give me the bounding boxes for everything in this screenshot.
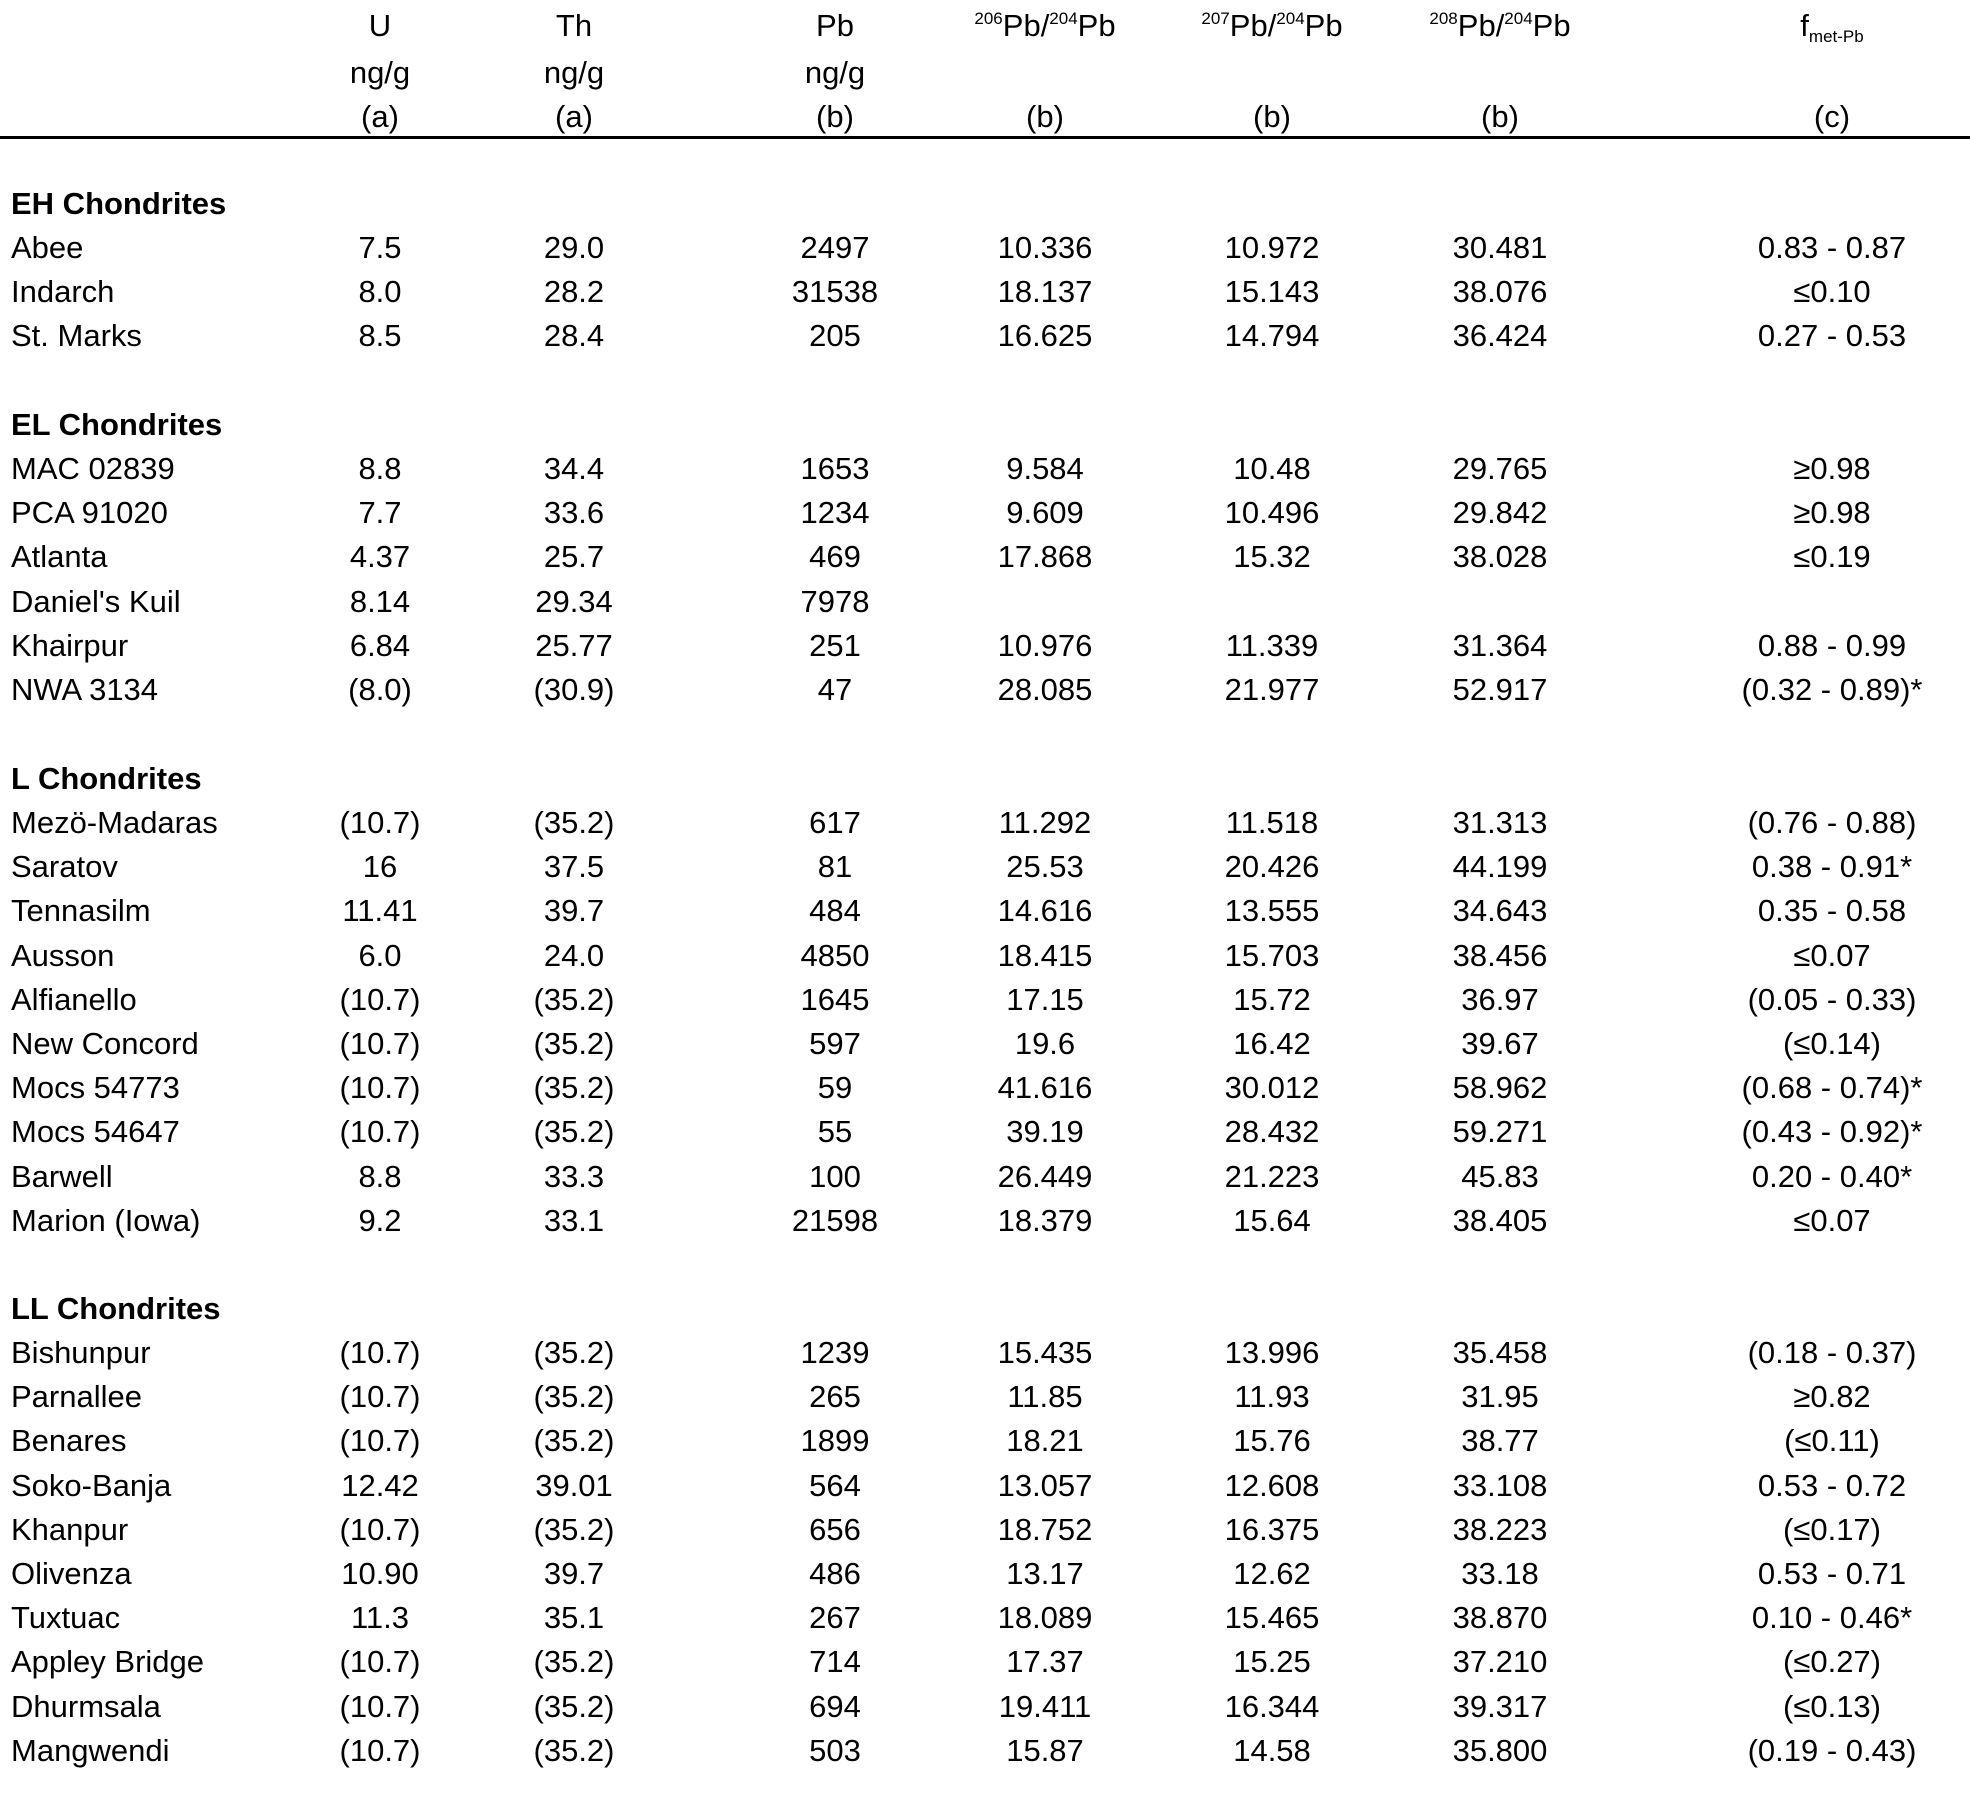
table-cell: 0.88 - 0.99: [1757, 627, 1907, 663]
table-cell: 13.555: [1224, 893, 1320, 929]
table-cell: 19.411: [998, 1688, 1092, 1724]
table-cell: 2497: [800, 230, 870, 265]
table-cell: ≤0.07: [1793, 1202, 1871, 1238]
table-cell: 25.7: [543, 539, 605, 575]
meteorite-name: Alfianello: [11, 981, 137, 1017]
table-cell: (35.2): [533, 1688, 615, 1724]
column-header-note: (a): [361, 99, 399, 134]
table-cell: 9.2: [358, 1202, 402, 1238]
meteorite-name: Khairpur: [11, 627, 129, 663]
header-label: Th: [555, 8, 593, 43]
table-cell: ≥0.82: [1793, 1379, 1871, 1415]
table-cell: 59: [817, 1070, 853, 1106]
table-cell: 59.271: [1452, 1114, 1548, 1150]
table-cell: 12.608: [1224, 1467, 1320, 1503]
table-cell: 55: [817, 1114, 853, 1150]
header-isotope-superscript: 204: [1504, 9, 1533, 28]
table-cell: 29.765: [1452, 451, 1548, 486]
header-isotope-superscript: 208: [1429, 9, 1458, 28]
table-cell: 4850: [800, 937, 870, 973]
table-cell: 18.137: [997, 274, 1093, 310]
table-cell: 597: [809, 1026, 861, 1061]
table-cell: ≥0.98: [1793, 451, 1871, 486]
table-cell: 34.643: [1452, 893, 1548, 929]
meteorite-name: Parnallee: [11, 1379, 142, 1415]
table-cell: (35.2): [533, 1114, 615, 1150]
table-cell: 18.21: [1006, 1423, 1084, 1459]
table-cell: 7.5: [358, 230, 402, 265]
table-cell: 33.108: [1452, 1467, 1548, 1503]
table-cell: 11.3: [350, 1600, 410, 1636]
meteorite-name: New Concord: [11, 1026, 199, 1061]
table-cell: 30.481: [1452, 230, 1548, 265]
table-cell: (30.9): [533, 672, 615, 707]
table-cell: 714: [809, 1644, 861, 1680]
table-cell: 13.057: [997, 1467, 1093, 1503]
table-cell: (35.2): [533, 1732, 615, 1768]
table-cell: 6.84: [349, 627, 411, 663]
table-cell: 35.1: [543, 1600, 605, 1636]
meteorite-name: PCA 91020: [11, 495, 168, 531]
table-cell: 11.85: [1007, 1379, 1083, 1415]
table-cell: (35.2): [533, 981, 615, 1017]
meteorite-name: Benares: [11, 1423, 127, 1459]
section-title: EH Chondrites: [11, 186, 227, 221]
header-isotope-superscript: 206: [974, 9, 1003, 28]
table-cell: 7.7: [358, 495, 402, 531]
table-cell: 100: [809, 1158, 861, 1194]
table-cell: 39.19: [1006, 1114, 1084, 1150]
table-cell: 37.210: [1452, 1644, 1548, 1680]
meteorite-name: Olivenza: [11, 1556, 132, 1591]
table-cell: 0.27 - 0.53: [1757, 318, 1907, 354]
table-cell: (10.7): [339, 1379, 421, 1415]
table-cell: (10.7): [339, 1026, 421, 1061]
table-cell: 29.842: [1452, 495, 1548, 531]
table-cell: 16.42: [1233, 1026, 1311, 1061]
meteorite-name: Bishunpur: [11, 1335, 151, 1370]
header-ratio-numerator: Pb/: [1002, 8, 1050, 43]
table-cell: 21.977: [1224, 672, 1320, 707]
table-cell: 15.76: [1233, 1423, 1311, 1459]
table-cell: (35.2): [533, 1644, 615, 1680]
table-cell: 1653: [800, 451, 870, 486]
meteorite-name: St. Marks: [11, 318, 142, 354]
header-ratio-denominator: Pb: [1304, 8, 1343, 43]
table-cell: 9.584: [1006, 451, 1084, 486]
table-cell: 38.405: [1452, 1202, 1548, 1238]
table-cell: (35.2): [533, 1070, 615, 1106]
table-cell: 10.48: [1233, 451, 1311, 486]
column-header-2: [816, 10, 854, 41]
table-cell: ≥0.98: [1793, 495, 1871, 531]
table-cell: 47: [817, 672, 853, 707]
table-cell: 31.313: [1452, 805, 1548, 840]
table-cell: 26.449: [997, 1158, 1093, 1194]
table-cell: (10.7): [339, 1688, 421, 1724]
table-cell: (0.32 - 0.89)*: [1741, 672, 1923, 707]
header-ratio-denominator: Pb: [1532, 8, 1571, 43]
table-cell: 38.076: [1452, 274, 1548, 310]
header-label: Pb: [816, 8, 854, 43]
table-cell: (10.7): [339, 1644, 421, 1680]
table-cell: 17.37: [1006, 1644, 1084, 1680]
table-cell: 15.32: [1233, 539, 1311, 575]
table-cell: 28.085: [997, 672, 1093, 707]
table-cell: 11.41: [342, 893, 418, 929]
table-cell: (≤0.17): [1783, 1511, 1881, 1547]
table-cell: (≤0.13): [1783, 1688, 1881, 1724]
table-cell: 33.3: [543, 1158, 605, 1194]
table-cell: 38.77: [1461, 1423, 1539, 1459]
table-cell: (≤0.14): [1783, 1026, 1881, 1061]
table-cell: (10.7): [339, 1732, 421, 1768]
table-cell: 16: [362, 849, 398, 885]
table-cell: 39.67: [1461, 1026, 1539, 1061]
table-cell: (35.2): [533, 1511, 615, 1547]
table-cell: 21.223: [1224, 1158, 1320, 1194]
table-cell: 15.25: [1233, 1644, 1311, 1680]
table-cell: 36.424: [1452, 318, 1548, 354]
table-cell: 18.752: [997, 1511, 1093, 1547]
table-cell: 14.794: [1224, 318, 1320, 354]
table-cell: 15.87: [1006, 1732, 1084, 1768]
meteorite-name: Tennasilm: [11, 893, 151, 929]
table-cell: 52.917: [1452, 672, 1548, 707]
table-cell: 15.465: [1224, 1600, 1320, 1636]
table-cell: 656: [809, 1511, 861, 1547]
table-cell: 31.95: [1461, 1379, 1539, 1415]
table-cell: 18.379: [997, 1202, 1093, 1238]
table-cell: (10.7): [339, 981, 421, 1017]
table-cell: 4.37: [349, 539, 411, 575]
table-cell: (35.2): [533, 1026, 615, 1061]
table-cell: (10.7): [339, 1423, 421, 1459]
table-cell: 617: [809, 805, 861, 840]
meteorite-name: Barwell: [11, 1158, 113, 1194]
column-header-1: [556, 10, 592, 41]
table-cell: 16.625: [997, 318, 1093, 354]
table-cell: 35.458: [1452, 1335, 1548, 1370]
table-cell: 33.18: [1461, 1556, 1539, 1591]
table-cell: 0.53 - 0.71: [1757, 1556, 1907, 1591]
table-cell: 8.0: [358, 274, 402, 310]
table-cell: 484: [809, 893, 861, 929]
table-cell: 33.1: [543, 1202, 605, 1238]
table-cell: 39.7: [543, 893, 605, 929]
meteorite-name: MAC 02839: [11, 451, 175, 486]
table-cell: 1899: [800, 1423, 870, 1459]
table-cell: 28.2: [543, 274, 605, 310]
table-cell: (35.2): [533, 1379, 615, 1415]
meteorite-name: Marion (Iowa): [11, 1202, 201, 1238]
table-cell: (0.05 - 0.33): [1747, 981, 1917, 1017]
table-cell: 58.962: [1452, 1070, 1548, 1106]
column-header-note: (c): [1813, 99, 1851, 134]
table-cell: 0.53 - 0.72: [1757, 1467, 1907, 1503]
table-cell: 10.972: [1224, 230, 1320, 265]
table-cell: 267: [809, 1600, 861, 1636]
table-cell: (10.7): [339, 805, 421, 840]
meteorite-name: Atlanta: [11, 539, 108, 575]
meteorite-name: Appley Bridge: [11, 1644, 205, 1680]
section-title: LL Chondrites: [11, 1291, 221, 1326]
meteorite-name: Mocs 54773: [11, 1070, 180, 1106]
section-title: L Chondrites: [11, 761, 202, 796]
table-cell: (≤0.27): [1783, 1644, 1881, 1680]
table-cell: 39.317: [1452, 1688, 1548, 1724]
table-cell: 8.5: [358, 318, 402, 354]
table-cell: (0.68 - 0.74)*: [1741, 1070, 1923, 1106]
table-cell: (0.18 - 0.37): [1747, 1335, 1917, 1370]
table-cell: ≤0.19: [1793, 539, 1871, 575]
table-cell: 564: [809, 1467, 861, 1503]
column-header-4: [1201, 10, 1342, 41]
meteorite-name: Indarch: [11, 274, 115, 310]
meteorite-name: Mangwendi: [11, 1732, 170, 1768]
table-cell: 17.868: [997, 539, 1093, 575]
table-cell: (10.7): [339, 1070, 421, 1106]
table-cell: 44.199: [1452, 849, 1548, 885]
table-cell: 15.64: [1233, 1202, 1311, 1238]
table-cell: 29.34: [535, 583, 613, 619]
header-subscript: met-Pb: [1808, 27, 1864, 46]
column-header-3: [974, 10, 1115, 41]
table-cell: (35.2): [533, 1423, 615, 1459]
table-cell: 11.518: [1225, 805, 1319, 840]
table-cell: (10.7): [339, 1114, 421, 1150]
table-cell: 11.339: [1225, 627, 1319, 663]
column-header-note: (a): [555, 99, 593, 134]
table-cell: 12.62: [1233, 1556, 1311, 1591]
table-cell: 11.93: [1234, 1379, 1310, 1415]
table-cell: 0.20 - 0.40*: [1751, 1158, 1913, 1194]
column-header-note: (b): [816, 99, 854, 134]
table-cell: 0.35 - 0.58: [1757, 893, 1907, 929]
column-header-6: [1800, 10, 1863, 45]
table-cell: 9.609: [1006, 495, 1084, 531]
meteorite-name: Saratov: [11, 849, 118, 885]
table-cell: 38.028: [1452, 539, 1548, 575]
header-isotope-superscript: 207: [1201, 9, 1230, 28]
column-header-unit: ng/g: [543, 55, 605, 90]
table-cell: 31538: [791, 274, 879, 310]
table-cell: 28.432: [1224, 1114, 1320, 1150]
meteorite-name: Tuxtuac: [11, 1600, 121, 1636]
table-cell: 8.14: [349, 583, 411, 619]
table-cell: 8.8: [358, 451, 402, 486]
table-cell: 29.0: [543, 230, 605, 265]
header-ratio-denominator: Pb: [1077, 8, 1116, 43]
table-cell: 25.77: [535, 627, 613, 663]
table-cell: 38.870: [1452, 1600, 1548, 1636]
meteorite-name: Khanpur: [11, 1511, 129, 1547]
table-cell: 694: [809, 1688, 861, 1724]
table-cell: 7978: [800, 583, 870, 619]
table-cell: 0.10 - 0.46*: [1751, 1600, 1913, 1636]
table-cell: ≤0.07: [1793, 937, 1871, 973]
table-cell: 13.17: [1006, 1556, 1084, 1591]
table-cell: 35.800: [1452, 1732, 1548, 1768]
column-header-note: (b): [1026, 99, 1064, 134]
column-header-note: (b): [1253, 99, 1291, 134]
column-header-note: (b): [1481, 99, 1519, 134]
table-cell: 10.496: [1224, 495, 1320, 531]
table-cell: 486: [809, 1556, 861, 1591]
table-cell: 1234: [800, 495, 870, 531]
column-header-unit: ng/g: [349, 55, 411, 90]
header-label: f: [1800, 8, 1809, 43]
meteorite-name: Soko-Banja: [11, 1467, 172, 1503]
table-cell: 24.0: [543, 937, 605, 973]
table-cell: 1239: [800, 1335, 870, 1370]
header-isotope-superscript: 204: [1049, 9, 1078, 28]
table-cell: 13.996: [1224, 1335, 1320, 1370]
table-cell: 1645: [800, 981, 870, 1017]
table-cell: 205: [809, 318, 861, 354]
table-cell: 15.703: [1224, 937, 1320, 973]
table-cell: 81: [817, 849, 853, 885]
meteorite-name: NWA 3134: [11, 672, 159, 707]
table-cell: 17.15: [1006, 981, 1084, 1017]
table-cell: ≤0.10: [1793, 274, 1871, 310]
table-cell: 21598: [791, 1202, 879, 1238]
table-cell: 15.143: [1224, 274, 1320, 310]
table-cell: 11.292: [998, 805, 1092, 840]
table-cell: 10.90: [341, 1556, 419, 1591]
table-cell: 18.415: [997, 937, 1093, 973]
table-cell: (35.2): [533, 1335, 615, 1370]
table-cell: 16.375: [1224, 1511, 1320, 1547]
column-header-unit: ng/g: [804, 55, 866, 90]
table-cell: 10.336: [997, 230, 1093, 265]
table-cell: 38.456: [1452, 937, 1548, 973]
table-cell: 6.0: [358, 937, 402, 973]
column-header-0: [369, 10, 391, 41]
meteorite-name: Mocs 54647: [11, 1114, 180, 1150]
table-cell: 36.97: [1461, 981, 1539, 1017]
section-title: EL Chondrites: [11, 407, 223, 442]
header-isotope-superscript: 204: [1276, 9, 1305, 28]
table-cell: 25.53: [1006, 849, 1084, 885]
meteorite-name: Dhurmsala: [11, 1688, 161, 1724]
meteorite-name: Ausson: [11, 937, 115, 973]
table-cell: 18.089: [997, 1600, 1093, 1636]
table-cell: 30.012: [1224, 1070, 1320, 1106]
table-cell: 12.42: [341, 1467, 419, 1503]
header-label: U: [368, 8, 392, 43]
table-cell: 34.4: [543, 451, 605, 486]
table-cell: (8.0): [348, 672, 412, 707]
header-rule: [0, 136, 1970, 139]
table-cell: 14.58: [1233, 1732, 1311, 1768]
table-cell: (10.7): [339, 1335, 421, 1370]
meteorite-name: Daniel's Kuil: [11, 583, 181, 619]
table-cell: 41.616: [997, 1070, 1093, 1106]
table-cell: 15.435: [997, 1335, 1093, 1370]
table-cell: (≤0.11): [1784, 1423, 1880, 1459]
table-cell: 251: [809, 627, 861, 663]
table-cell: 20.426: [1224, 849, 1320, 885]
table-cell: 0.83 - 0.87: [1757, 230, 1907, 265]
table-cell: 39.01: [535, 1467, 613, 1503]
table-cell: 31.364: [1452, 627, 1548, 663]
table-cell: (10.7): [339, 1511, 421, 1547]
table-cell: 265: [809, 1379, 861, 1415]
table-cell: (35.2): [533, 805, 615, 840]
column-header-5: [1429, 10, 1570, 41]
table-cell: 503: [809, 1732, 861, 1768]
meteorite-name: Mezö-Madaras: [11, 805, 218, 840]
header-ratio-numerator: Pb/: [1229, 8, 1277, 43]
table-cell: (0.76 - 0.88): [1747, 805, 1917, 840]
table-cell: 28.4: [543, 318, 605, 354]
table-cell: 38.223: [1452, 1511, 1548, 1547]
table-cell: 14.616: [997, 893, 1093, 929]
table-cell: 8.8: [358, 1158, 402, 1194]
table-cell: 469: [809, 539, 861, 575]
table-cell: 15.72: [1233, 981, 1311, 1017]
table-cell: 10.976: [997, 627, 1093, 663]
table-cell: 37.5: [543, 849, 605, 885]
table-cell: 33.6: [543, 495, 605, 531]
meteorite-name: Abee: [11, 230, 84, 265]
header-ratio-numerator: Pb/: [1457, 8, 1505, 43]
table-cell: 16.344: [1224, 1688, 1320, 1724]
table-cell: (0.19 - 0.43): [1747, 1732, 1917, 1768]
table-cell: 45.83: [1461, 1158, 1539, 1194]
table-cell: 0.38 - 0.91*: [1751, 849, 1913, 885]
table-cell: 39.7: [543, 1556, 605, 1591]
table-cell: 19.6: [1014, 1026, 1076, 1061]
table-cell: (0.43 - 0.92)*: [1741, 1114, 1923, 1150]
